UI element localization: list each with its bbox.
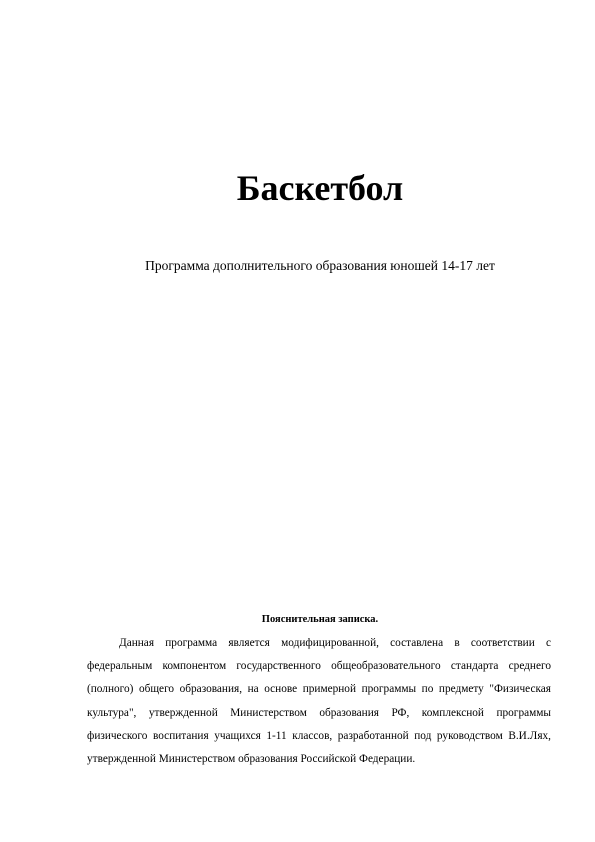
explanatory-note-paragraph: Данная программа является модифицированной, составлена в соответствии с федеральным компонентом государственного общеобразовательного стандарта среднего (полного) общего образования, на основе примерной программы по предмету "Физическая культура", утвержденной Министерством образования РФ, комплексной программы физического воспитания учащихся 1-11 классов, разработанной под руководством В.И.Лях, утвержденной Министерством образования Российской Федерации.	[87, 637, 551, 766]
document-title: Баскетбол	[236, 168, 404, 208]
document-subtitle: Программа дополнительного образования юношей 14-17 лет	[145, 258, 495, 273]
explanatory-note-heading: Пояснительная записка.	[261, 614, 379, 625]
